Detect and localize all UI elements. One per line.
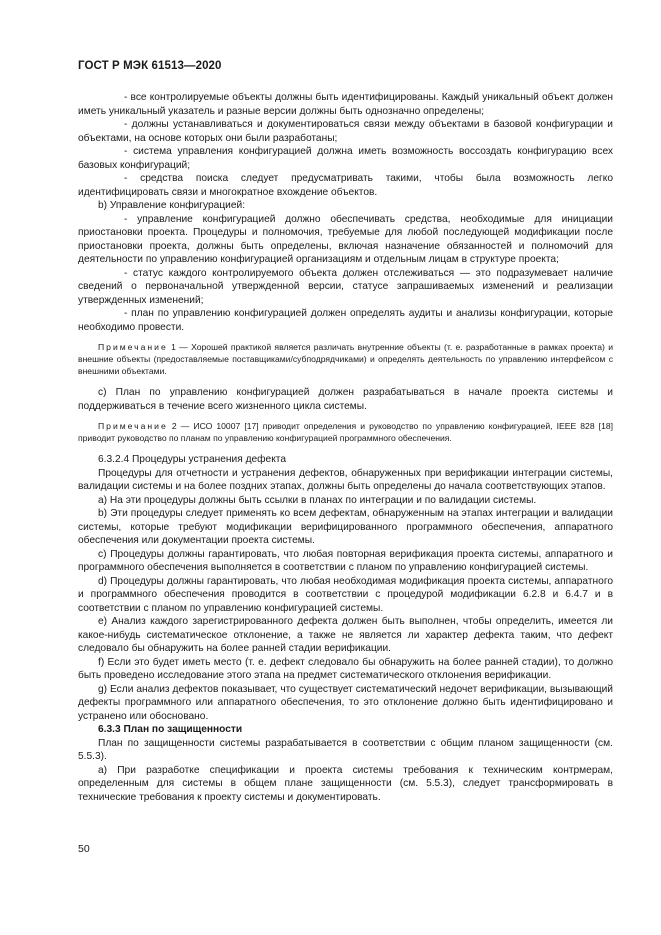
list-item: d) Процедуры должны гарантировать, что любая необходимая модификация проекта системы, аппаратного и программного обеспечения проводится в соответствии с процедурой модификации 6.2.8 и 6.4.7 и в соответствии с планом по управлению конфигурацией системы. bbox=[78, 575, 613, 614]
subsection-heading: 6.3.2.4 Процедуры устранения дефекта bbox=[98, 454, 287, 465]
list-item: - план по управлению конфигурацией должен определять аудиты и анализы конфигурации, которые необходимо провести. bbox=[78, 308, 613, 333]
list-item: - средства поиска следует предусматривать такими, чтобы была возможность легко идентифицировать связи и многократное вхождение объектов. bbox=[78, 173, 613, 198]
note-2 bbox=[78, 420, 613, 444]
note-label: Примечание bbox=[98, 421, 168, 431]
list-item: f) Если это будет иметь место (т. е. дефект следовало бы обнаружить на более ранней стадии), то должно быть проведено исследование этого этапа на предмет систематического отклонения верификации. bbox=[78, 656, 613, 681]
paragraph: План по защищенности системы разрабатывается в соответствии с общим планом защищенности (см. 5.5.3). bbox=[78, 737, 613, 762]
document-header: ГОСТ Р МЭК 61513—2020 bbox=[78, 60, 222, 72]
list-item: - статус каждого контролируемого объекта должен отслеживаться — это подразумевает наличие сведений о первоначальной утвержденной версии, статусе запрашиваемых изменений и реализации утвержденных изменений; bbox=[78, 267, 613, 306]
note-number: 2 — bbox=[171, 421, 190, 431]
list-item: b) Эти процедуры следует применять ко всем дефектам, обнаруженным на этапах интеграции и валидации системы, которые требуют модификации верифицированного программного обеспечения, аппаратного обеспечения или документации проекта системы. bbox=[78, 508, 613, 546]
list-item: a) При разработке спецификации и проекта системы требования к техническим контрмерам, определенным для системы в общем плане защищенности (см. 5.5.3), следует трансформировать в технические требования к проекту системы и документировать. bbox=[78, 764, 613, 803]
list-item: a) На эти процедуры должны быть ссылки в планах по интеграции и по валидации системы. bbox=[98, 494, 537, 506]
list-item: - должны устанавливаться и документироваться связи между объектами в базовой конфигурации и объектами, на основе которых они были разработаны; bbox=[78, 119, 613, 144]
list-item: e) Анализ каждого зарегистрированного дефекта должен быть выполнен, чтобы определить, имеется ли какое-нибудь систематическое отклонение, а также не является ли характер дефекта таким, что дефект следовало бы обнаружить на более ранней стадии верификации. bbox=[78, 616, 613, 654]
note-label: Примечание bbox=[98, 342, 168, 352]
section-item-c: c) План по управлению конфигурацией должен разрабатываться в начале проекта системы и поддерживаться в течение всего жизненного цикла системы. bbox=[78, 387, 613, 412]
list-item: g) Если анализ дефектов показывает, что существует систематический недочет верификации, вызывающий дефекты программного или аппаратного обеспечения, то это отклонение должно быть идентифицировано и устранено или обосновано. bbox=[78, 683, 613, 722]
paragraph: Процедуры для отчетности и устранения дефектов, обнаруженных при верификации интеграции системы, валидации системы и на более поздних этапах, должны быть определены до начала соответствующих этапов. bbox=[78, 467, 613, 492]
section-item-b: b) Управление конфигурацией: bbox=[98, 200, 246, 211]
list-item: c) Процедуры должны гарантировать, что любая повторная верификация проекта системы, аппаратного и программного обеспечения выполняется в соответствии с планом по управлению конфигурацией системы. bbox=[78, 548, 613, 573]
list-item: - система управления конфигурацией должна иметь возможность воссоздать конфигурацию всех базовых конфигураций; bbox=[78, 146, 613, 171]
page-content bbox=[78, 91, 613, 804]
list-item: - управление конфигурацией должно обеспечивать средства, необходимые для инициации приостановки проекта. Процедуры и полномочия, требуемые для любой последующей модификации после приостановки проекта, должны быть определены, включая назначение обязанностей и полномочий для деятельности по управлению конфигурацией организациям и отдельным лицам в структуре проекта; bbox=[78, 213, 613, 265]
note-text: ИСО 10007 [17] приводит определения и руководство по управлению конфигурацией, IEEE 828 [18] приводит руководство по планам по управлению конфигурацией программного обеспечения. bbox=[78, 421, 614, 443]
note-number: 1 — bbox=[171, 342, 188, 352]
list-item: - все контролируемые объекты должны быть идентифицированы. Каждый уникальный объект должен иметь уникальный указатель и разные версии должны быть однозначно определены; bbox=[78, 92, 613, 117]
section-heading: 6.3.3 План по защищенности bbox=[98, 724, 243, 735]
page-number: 50 bbox=[78, 843, 90, 855]
note-1 bbox=[78, 341, 613, 377]
note-text: Хорошей практикой является различать внутренние объекты (т. е. разработанные в рамках проекта) и внешние объекты (предоставляемые поставщиками/субподрядчиками) и определять деятельность по управлению интерфейсом с внешними объектами. bbox=[78, 342, 614, 376]
